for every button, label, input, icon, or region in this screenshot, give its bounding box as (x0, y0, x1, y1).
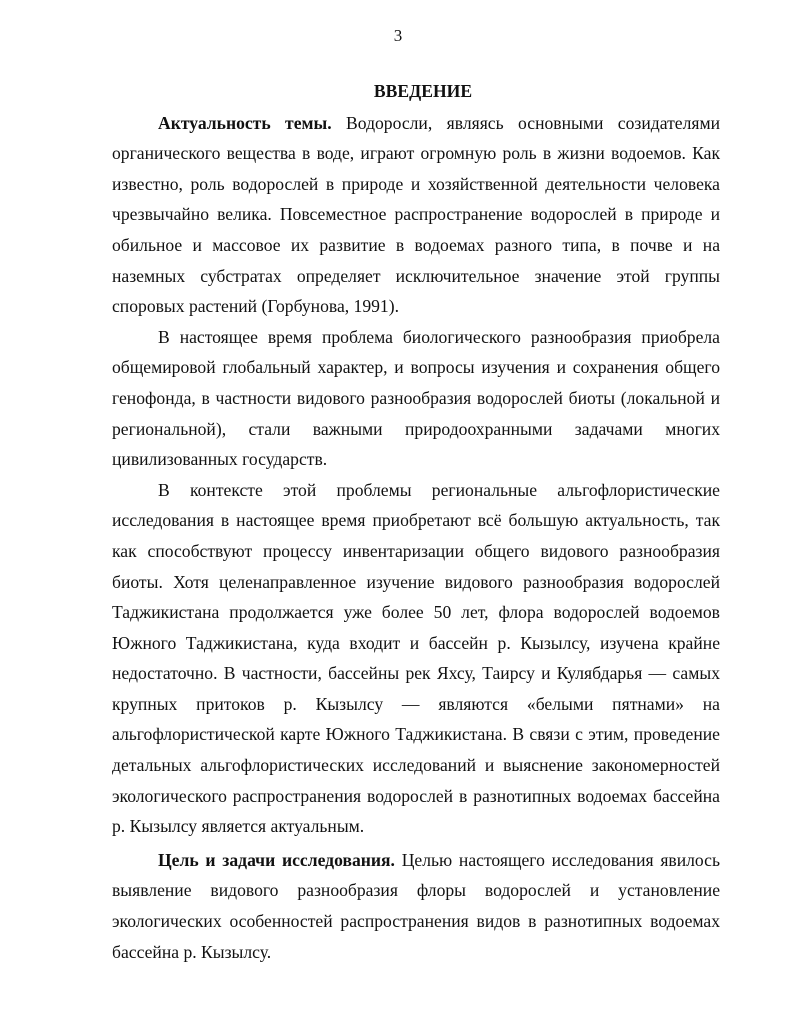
paragraph-text: В контексте этой проблемы региональные альгофлористические исследования в настоящее время приобретают всё большую актуальность, так как способствуют процессу инвентаризации общего видового разнообразия биоты. Хотя целенаправленное изучение видового разнообразия водорослей Таджикистана продолжается уже более 50 лет, флора водорослей водоемов Южного Таджикистана, куда входит и бассейн р. Кызылсу, изучена крайне недостаточно. В частности, бассейны рек Яхсу, Таирсу и Кулябдарья — самых крупных притоков р. Кызылсу — являются «белыми пятнами» на альгофлористической карте Южного Таджикистана. В связи с этим, проведение детальных альгофлористических исследований и выяснение закономерностей экологического распространения водорослей в разнотипных водоемах бассейна р. Кызылсу является актуальным. (112, 479, 720, 837)
paragraph-text: Водоросли, являясь основными созидателями органического вещества в воде, играют огромную роль в жизни водоемов. Как известно, роль водорослей в природе и хозяйственной деятельности человека чрезвычайно велика. Повсеместное распространение водорослей в природе и обильное и массовое их развитие в водоемах разного типа, в почве и на наземных субстратах определяет исключительное значение этой группы споровых растений (Горбунова, 1991). (112, 112, 720, 317)
paragraph-goals (112, 845, 720, 967)
paragraph-lead: Цель и задачи исследования. (158, 849, 395, 870)
paragraph-biodiversity (112, 322, 720, 475)
section-heading: ВВЕДЕНИЕ (373, 81, 473, 101)
paragraph-text: Целью настоящего исследования явилось выявление видового разнообразия флоры водорослей и установление экологических особенностей распространения видов в разнотипных водоемах бассейна р. Кызылсу. (112, 849, 720, 962)
paragraph-regional-studies (112, 475, 720, 842)
paragraph-text: В настоящее время проблема биологического разнообразия приобрела общемировой глобальный характер, и вопросы изучения и сохранения общего генофонда, в частности видового разнообразия водорослей биоты (локальной и региональной), стали важными природоохранными задачами многих цивилизованных государств. (112, 326, 720, 470)
document-body (112, 76, 720, 967)
paragraph-lead: Актуальность темы. (158, 112, 332, 133)
paragraph-relevance (112, 108, 720, 322)
page-number: 3 (393, 26, 403, 45)
